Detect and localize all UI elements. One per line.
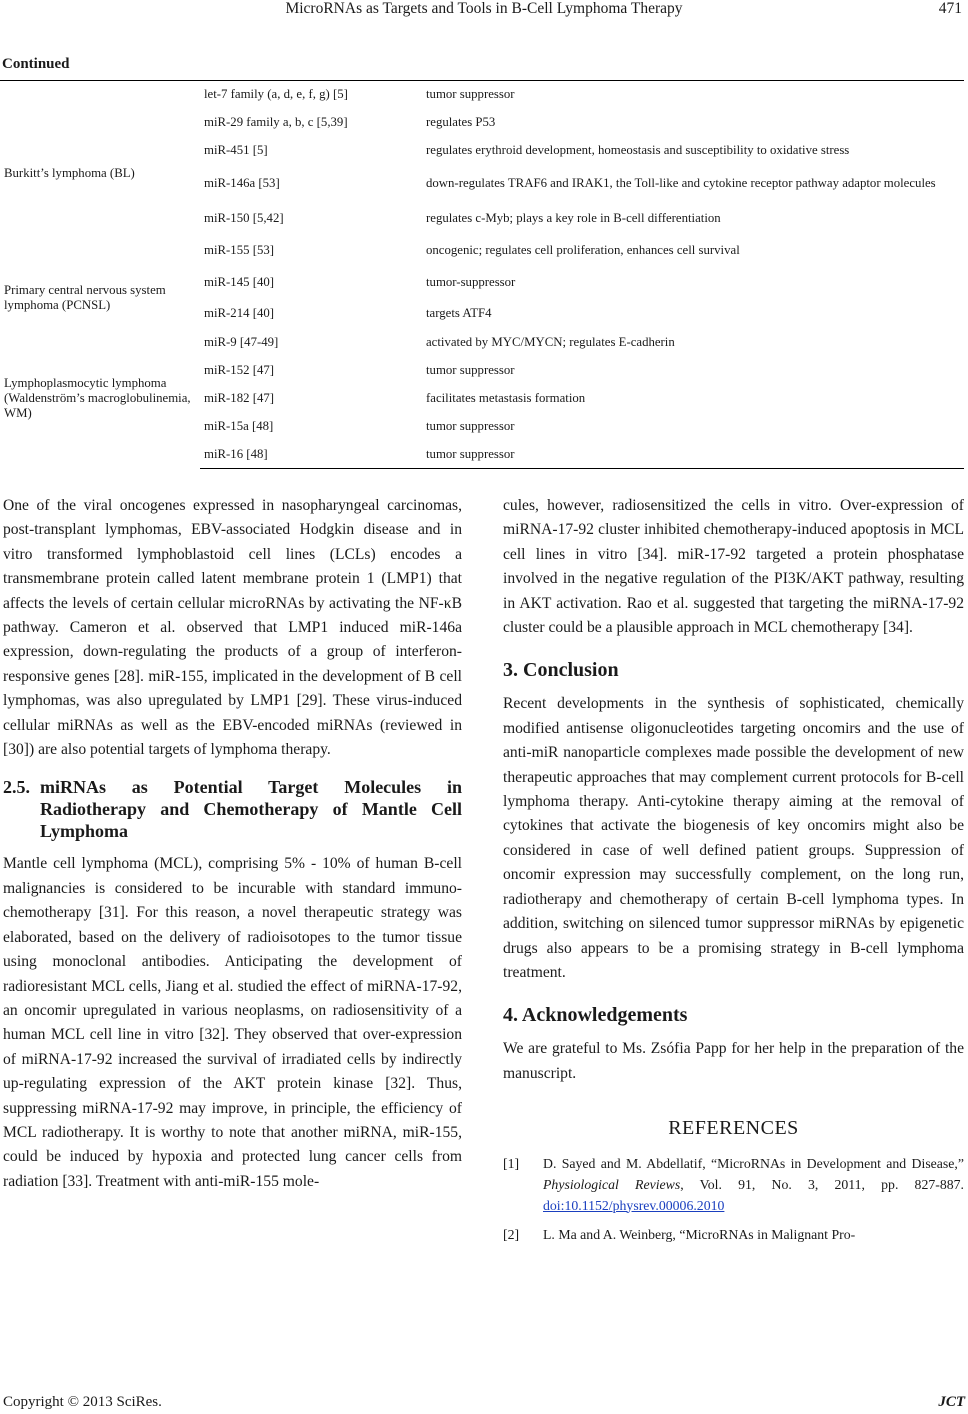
role-cell: regulates P53 bbox=[426, 115, 496, 129]
body-paragraph: Recent developments in the synthesis of sophisticated, chemically modified antisense oligonucleotides targeting oncomirs and the use of anti-miR nanoparticle complexes made possible the development of new therapeutic approaches that may complement current protocols for B-cell lymphoma therapy. Anti-cytokine therapy aiming at the removal of cytokines that activate the biogenesis of key oncomirs might also be considered in case of well defined patient groups. Suppression of oncomir expression may successfully complement, on the long run, radiotherapy and chemotherapy of certain B-cell lymphoma types. In addition, switching on silenced tumor suppressor miRNAs by epigenetic drugs also appears to be a promising strategy in B-cell lymphoma treatment. bbox=[503, 695, 964, 981]
doi-link[interactable]: doi:10.1152/physrev.00006.2010 bbox=[543, 1197, 725, 1213]
mirna-cell: miR-451 [5] bbox=[204, 143, 268, 157]
mirna-cell: miR-9 [47-49] bbox=[204, 335, 279, 349]
role-cell: activated by MYC/MYCN; regulates E-cadherin bbox=[426, 335, 675, 349]
mirna-cell: miR-16 [48] bbox=[200, 441, 420, 469]
table-continued-label: Continued bbox=[2, 56, 70, 72]
section-title: miRNAs as Potential Target Molecules in Radiotherapy and Chemotherapy of Mantle Cell Lymphoma bbox=[40, 777, 462, 842]
body-paragraph: We are grateful to Ms. Zsófia Papp for her help in the preparation of the manuscript. bbox=[503, 1040, 964, 1082]
reference-number: [1] bbox=[503, 1155, 520, 1171]
page-footer bbox=[3, 1394, 965, 1411]
mirna-cell: miR-146a [53] bbox=[204, 176, 280, 190]
mirna-cell: miR-152 [47] bbox=[204, 363, 275, 377]
running-header bbox=[0, 0, 968, 22]
role-cell: regulates c-Myb; plays a key role in B-cell differentiation bbox=[426, 211, 721, 225]
disease-cell: Lymphoplasmocytic lymphoma (Waldenström’s macroglobulinemia, WM) bbox=[4, 376, 191, 420]
mirna-cell: let-7 family (a, d, e, f, g) [5] bbox=[204, 87, 348, 102]
disease-cell: Primary central nervous system lymphoma (PCNSL) bbox=[4, 282, 166, 312]
references-heading: REFERENCES bbox=[668, 1117, 799, 1140]
mirna-cell: miR-145 [40] bbox=[204, 274, 275, 289]
reference-item: [1] D. Sayed and M. Abdellatif, “MicroRNAs in Development and Disease,” Physiological Reviews, Vol. 91, No. 3, 2011, pp. 827-887. doi:10.1152/physrev.00006.2010 bbox=[503, 1153, 964, 1216]
mirna-cell: miR-155 [53] bbox=[204, 243, 275, 257]
role-cell: tumor suppressor bbox=[426, 87, 515, 102]
mirna-cell: miR-182 [47] bbox=[204, 391, 275, 405]
table-row bbox=[0, 267, 964, 298]
role-cell: oncogenic; regulates cell proliferation, enhances cell survival bbox=[426, 243, 740, 257]
section-heading-acknowledgements: 4. Acknowledgements bbox=[503, 1004, 688, 1027]
mirna-cell: miR-29 family a, b, c [5,39] bbox=[204, 115, 348, 129]
table-row bbox=[0, 329, 964, 357]
mirna-table bbox=[0, 80, 964, 469]
body-paragraph: One of the viral oncogenes expressed in nasopharyngeal carcinomas, post-transplant lymphomas, EBV-associated Hodgkin disease and in vitro transformed lymphoblastoid cell lines (LCLs) encodes a transmembrane protein called latent membrane protein 1 (LMP1) that affects the levels of certain cellular microRNAs by activating the NF-κB pathway. Cameron et al. observed that LMP1 induced miR-146a expression, down-regulating the products of a group of interferon-responsive genes [28]. miR-155, implicated in the development of B cell lymphomas, was also upregulated by LMP1 [29]. These virus-induced cellular miRNAs as well as the EBV-encoded miRNAs (reviewed in [30]) are also potential targets of lymphoma therapy. bbox=[3, 497, 462, 759]
mirna-cell: miR-150 [5,42] bbox=[204, 211, 284, 225]
role-cell: tumor suppressor bbox=[426, 419, 515, 433]
reference-item: [2] L. Ma and A. Weinberg, “MicroRNAs in Malignant Pro- bbox=[503, 1224, 964, 1245]
disease-cell: Burkitt’s lymphoma (BL) bbox=[4, 166, 135, 181]
section-heading-2-5 bbox=[3, 776, 462, 842]
left-column bbox=[3, 494, 462, 1194]
right-column bbox=[503, 494, 964, 1245]
role-cell: regulates erythroid development, homeostasis and susceptibility to oxidative stress bbox=[426, 143, 850, 157]
mirna-cell: miR-214 [40] bbox=[204, 305, 275, 320]
section-heading-conclusion: 3. Conclusion bbox=[503, 659, 619, 682]
role-cell: facilitates metastasis formation bbox=[426, 391, 586, 405]
reference-number: [2] bbox=[503, 1226, 520, 1242]
page-number: 471 bbox=[938, 0, 962, 17]
running-title: MicroRNAs as Targets and Tools in B-Cell Lymphoma Therapy bbox=[285, 0, 683, 17]
role-cell: tumor suppressor bbox=[426, 363, 515, 377]
journal-abbrev: JCT bbox=[938, 1394, 965, 1410]
role-cell: down-regulates TRAF6 and IRAK1, the Toll-like and cytokine receptor pathway adaptor molecules bbox=[426, 176, 936, 190]
section-number: 2.5. bbox=[3, 777, 30, 798]
mirna-cell: miR-15a [48] bbox=[204, 419, 274, 433]
copyright: Copyright © 2013 SciRes. bbox=[3, 1394, 162, 1410]
body-paragraph: Mantle cell lymphoma (MCL), comprising 5% - 10% of human B-cell malignancies is considered to be incurable with standard immuno-chemotherapy [31]. For this reason, a novel therapeutic strategy was elaborated, based on the delivery of radioisotopes to the tumor tissue using monoclonal antibodies. Anticipating the development of radioresistant MCL cells, Jiang et al. studied the effect of miRNA-17-92, an oncomir upregulated in various neoplasms, on radiosensitivity of a human MCL cell line in vitro [32]. They observed that over-expression of miRNA-17-92 increased the survival of irradiated cells by indirectly up-regulating expression of the AKT protein kinase [32]. Thus, suppressing miRNA-17-92 may improve, in principle, the efficiency of MCL radiotherapy. It is worthy to note that another miRNA, miR-155, could be induced by hypoxia and protected lung cancer cells from radiation [33]. Treatment with anti-miR-155 mole- bbox=[3, 855, 462, 1190]
role-cell: tumor-suppressor bbox=[426, 274, 516, 289]
table-row bbox=[0, 81, 964, 109]
role-cell: tumor suppressor bbox=[420, 441, 964, 469]
role-cell: targets ATF4 bbox=[426, 305, 492, 320]
body-paragraph: cules, however, radiosensitized the cells in vitro. Over-expression of miRNA-17-92 cluster inhibited chemotherapy-induced apoptosis in MCL cell lines in vitro [34]. miR-17-92 targeted a protein phosphatase involved in the negative regulation of the PI3K/AKT pathway, resulting in AKT activation. Rao et al. suggested that targeting the miRNA-17-92 cluster could be a plausible approach in MCL chemotherapy [34]. bbox=[503, 497, 964, 637]
